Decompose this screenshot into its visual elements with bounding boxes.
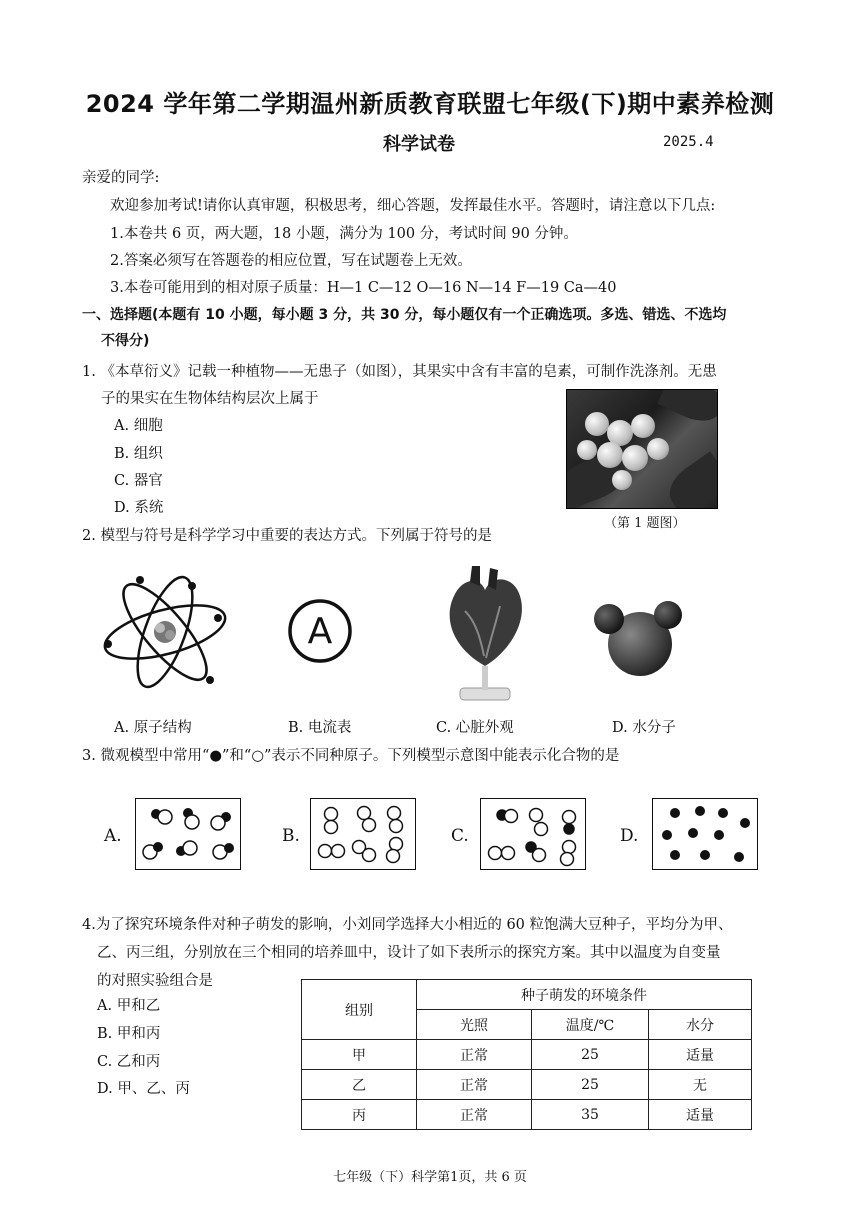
q2-option-b: B. 电流表 — [288, 720, 352, 736]
table-cell: 25 — [532, 1040, 649, 1070]
q4-stem: 4.为了探究环境条件对种子萌发的影响，小刘同学选择大小相近的 60 粒饱满大豆种子，平均分为甲、 — [82, 917, 733, 933]
q2-option-d: D. 水分子 — [612, 720, 676, 736]
q3-model-d — [652, 798, 758, 870]
table-row — [302, 1070, 752, 1100]
exam-subtitle: 科学试卷 — [383, 134, 455, 155]
q3-model-c — [480, 798, 586, 870]
q1-figure-caption: （第 1 题图） — [604, 516, 686, 531]
table-cell: 适量 — [649, 1040, 752, 1070]
table-cell: 无 — [649, 1070, 752, 1100]
soapberry-photo — [566, 389, 718, 509]
experiment-table — [301, 979, 752, 1130]
note-1: 1.本卷共 6 页，两大题，18 小题，满分为 100 分，考试时间 90 分钟。 — [110, 226, 578, 242]
table-header-group: 组别 — [302, 980, 417, 1040]
table-cell: 25 — [532, 1070, 649, 1100]
atom-model-image — [100, 572, 230, 692]
heart-model-image — [440, 566, 530, 706]
note-2: 2.答案必须写在答题卷的相应位置，写在试题卷上无效。 — [110, 253, 472, 269]
section-heading: 一、选择题(本题有 10 小题，每小题 3 分，共 30 分，每小题仅有一个正确选项。多选、错选、不选均 — [82, 307, 727, 323]
table-cell: 正常 — [417, 1100, 532, 1130]
page-footer: 七年级（下）科学第1页，共 6 页 — [333, 1170, 527, 1185]
q2-option-a: A. 原子结构 — [114, 720, 192, 736]
table-cell: 适量 — [649, 1100, 752, 1130]
table-cell: 正常 — [417, 1040, 532, 1070]
table-row — [302, 1040, 752, 1070]
q4-stem-cont2: 的对照实验组合是 — [97, 973, 213, 989]
ammeter-symbol — [287, 598, 353, 664]
q3-stem: 3. 微观模型中常用“●”和“○”表示不同种原子。下列模型示意图中能表示化合物的是 — [82, 748, 620, 764]
table-cell: 乙 — [302, 1070, 417, 1100]
q4-option-b: B. 甲和丙 — [97, 1026, 161, 1042]
table-cell: 35 — [532, 1100, 649, 1130]
table-cell: 甲 — [302, 1040, 417, 1070]
q1-stem-cont: 子的果实在生物体结构层次上属于 — [101, 391, 319, 407]
water-molecule-image — [592, 594, 682, 678]
table-row — [302, 1100, 752, 1130]
note-3: 3.本卷可能用到的相对原子质量：H—1 C—12 O—16 N—14 F—19 Ca—40 — [110, 280, 617, 296]
q2-stem: 2. 模型与符号是科学学习中重要的表达方式。下列属于符号的是 — [82, 528, 492, 544]
table-col-temperature: 温度/℃ — [532, 1010, 649, 1040]
table-header-conditions: 种子萌发的环境条件 — [417, 980, 752, 1010]
q3-model-b — [310, 798, 416, 870]
table-cell: 正常 — [417, 1070, 532, 1100]
q4-option-c: C. 乙和丙 — [97, 1054, 161, 1070]
q3-label-d: D. — [620, 826, 639, 846]
ammeter-letter: A — [307, 611, 333, 652]
q3-label-b: B. — [282, 826, 300, 846]
table-col-light: 光照 — [417, 1010, 532, 1040]
q1-option-b: B. 组织 — [114, 446, 163, 462]
exam-title: 2024 学年第二学期温州新质教育联盟七年级(下)期中素养检测 — [85, 90, 775, 118]
table-cell: 丙 — [302, 1100, 417, 1130]
q1-stem: 1. 《本草衍义》记载一种植物——无患子（如图），其果实中含有丰富的皂素，可制作洗涤剂。无患 — [82, 364, 717, 380]
section-heading-cont: 不得分) — [101, 333, 150, 349]
q3-label-c: C. — [451, 826, 469, 846]
q4-stem-cont: 乙、丙三组，分别放在三个相同的培养皿中，设计了如下表所示的探究方案。其中以温度为自变量 — [97, 945, 721, 961]
greeting: 亲爱的同学: — [82, 170, 160, 186]
table-col-water: 水分 — [649, 1010, 752, 1040]
welcome-text: 欢迎参加考试!请你认真审题，积极思考，细心答题，发挥最佳水平。答题时，请注意以下几点: — [110, 198, 716, 214]
q3-model-a — [135, 798, 241, 870]
q1-option-d: D. 系统 — [114, 500, 164, 516]
q3-label-a: A. — [104, 826, 122, 846]
q1-option-c: C. 器官 — [114, 473, 163, 489]
q4-option-d: D. 甲、乙、丙 — [97, 1081, 190, 1097]
q2-option-c: C. 心脏外观 — [436, 720, 514, 736]
q1-option-a: A. 细胞 — [114, 418, 163, 434]
exam-date: 2025.4 — [663, 134, 714, 150]
q4-option-a: A. 甲和乙 — [97, 998, 161, 1014]
